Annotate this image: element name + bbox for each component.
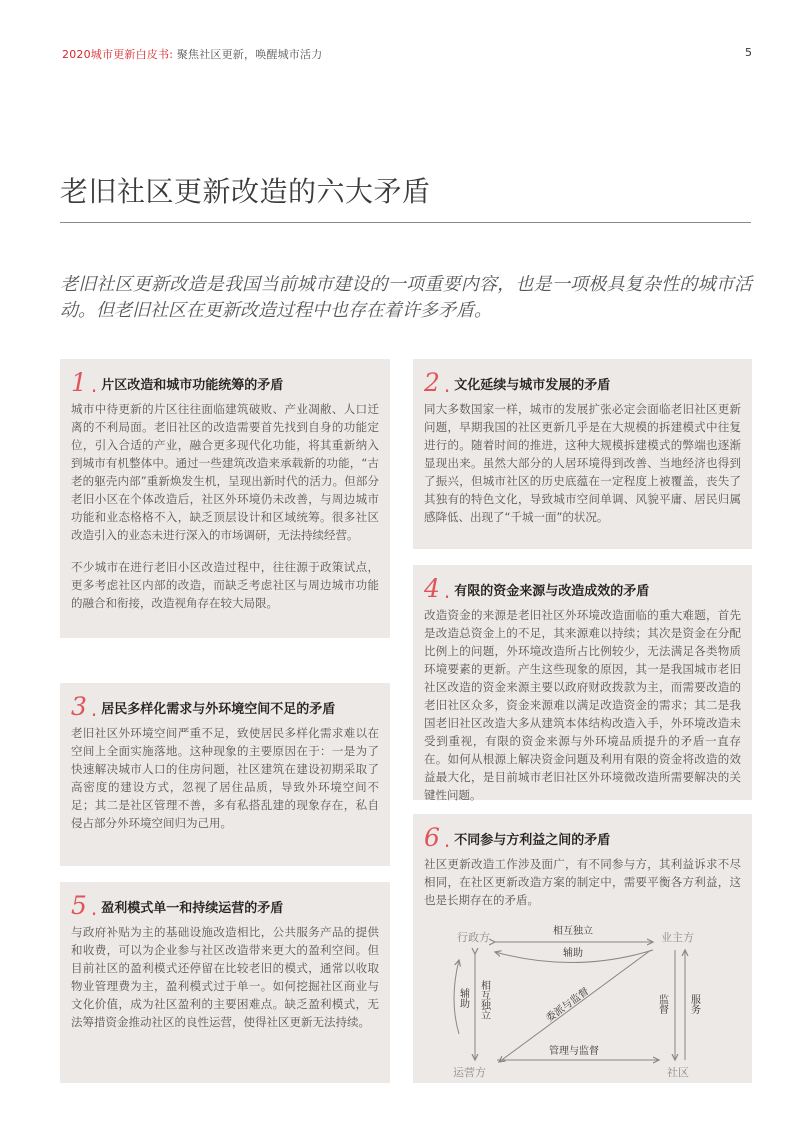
card-paragraph: 同大多数国家一样，城市的发展扩张必定会面临老旧社区更新问题，早期我国的社区更新几乎是在大规模的拆建模式中往复进行的。随着时间的推进，这种大规模拆建模式的弊端也逐渐显现出来。虽然大部分的人居环境得到改善、当地经济也得到了振兴，但城市社区的历史底蕴在一定程度上被覆盖，丧失了其独有的特色文化，导致城市空间单调、风貌平庸、居民归属感降低、出现了“千城一面”的状况。 (424, 402, 741, 524)
card-header (71, 891, 379, 920)
card-title: 有限的资金来源与改造成效的矛盾 (454, 584, 650, 599)
title-divider (60, 222, 751, 223)
card-header (424, 823, 741, 852)
contradiction-card-1 (60, 359, 390, 638)
contradiction-card-5 (60, 882, 390, 1083)
label-assist-top: 辅助 (563, 948, 583, 959)
label-assist-left: 辅助 (457, 988, 469, 1008)
card-header (71, 692, 379, 721)
card-header (71, 368, 379, 397)
card-title: 居民多样化需求与外环境空间不足的矛盾 (101, 702, 336, 717)
card-header (424, 574, 741, 603)
card-paragraph: 社区更新改造工作涉及面广，有不同参与方，其利益诉求不尽相同，在社区更新改造方案的制定中，需要平衡各方利益，这也是长期存在的矛盾。 (424, 857, 741, 907)
node-government: 行政方 (457, 931, 490, 944)
number-dot: . (443, 373, 451, 397)
intro-paragraph: 老旧社区更新改造是我国当前城市建设的一项重要内容，也是一项极具复杂性的城市活动。但老旧社区在更新改造过程中也存在着许多矛盾。 (60, 274, 752, 321)
card-number: 4 (424, 574, 440, 603)
header-brand: 2020城市更新白皮书 (62, 48, 170, 61)
card-title: 不同参与方利益之间的矛盾 (454, 833, 611, 848)
label-mutual-independence: 相互独立 (553, 926, 593, 937)
card-number: 6 (424, 823, 440, 852)
header-left (62, 46, 322, 62)
card-paragraph: 城市中待更新的片区往往面临建筑破败、产业凋敝、人口迁离的不利局面。老旧社区的改造需要首先找到自身的功能定位，引入合适的产业，融合更多现代化功能，将其重新纳入到城市有机整体中。通过一些建筑改造来承载新的功能，“古老的躯壳内部”重新焕发生机，呈现出新时代的活力。但部分老旧小区在个体改造后，社区外环境仍未改善，与周边城市功能和业态格格不入，缺乏顶层设计和区域统筹。很多社区改造引入的业态未进行深入的市场调研，无法持续经营。 (71, 402, 379, 542)
card-header (424, 368, 741, 397)
card-number: 3 (71, 692, 87, 721)
page-number: 5 (745, 46, 752, 59)
card-number: 2 (424, 368, 440, 397)
card-paragraph: 与政府补贴为主的基础设施改造相比，公共服务产品的提供和收费，可以为企业参与社区改造带来更大的盈利空间。但目前社区的盈利模式还停留在比较老旧的模式，通常以收取物业管理费为主，盈利模式过于单一。如何挖掘社区商业与文化价值，成为社区盈利的主要困难点。缺乏盈利模式，无法筹措资金推动社区的良性运营，使得社区更新无法持续。 (71, 925, 379, 1029)
node-owner: 业主方 (661, 931, 694, 944)
label-commission-supervise: 委派与监督 (544, 986, 592, 1025)
header-subtitle: 聚焦社区更新，唤醒城市活力 (176, 48, 323, 61)
contradiction-card-6 (413, 814, 752, 1083)
label-mutual-independence-vertical: 相互独立 (478, 980, 490, 1020)
card-number: 5 (71, 891, 87, 920)
label-manage-supervise: 管理与监督 (549, 1046, 599, 1057)
card-paragraph: 不少城市在进行老旧小区改造过程中，往往源于政策试点，更多考虑社区内部的改造，而缺乏考虑社区与周边城市功能的融合和衔接，改造视角存在较大局限。 (71, 560, 379, 610)
card-title: 片区改造和城市功能统筹的矛盾 (101, 378, 284, 393)
node-operator: 运营方 (453, 1066, 486, 1079)
card-number: 1 (71, 368, 87, 397)
contradiction-card-2 (413, 359, 752, 549)
number-dot: . (90, 373, 98, 397)
contradiction-card-4 (413, 565, 752, 800)
stakeholder-diagram (413, 922, 752, 1082)
contradiction-card-3 (60, 683, 390, 866)
number-dot: . (90, 697, 98, 721)
node-community: 社区 (667, 1066, 689, 1079)
page-title: 老旧社区更新改造的六大矛盾 (60, 175, 431, 208)
card-paragraph: 老旧社区外环境空间严重不足，致使居民多样化需求难以在空间上全面实施落地。这种现象的主要原因在于：一是为了快速解决城市人口的住房问题，社区建筑在建设初期采取了高密度的建设方式，忽视了居住品质，导致外环境空间不足；其二是社区管理不善，多有私搭乱建的现象存在，私自侵占部分外环境空间归为己用。 (71, 726, 379, 830)
number-dot: . (443, 579, 451, 603)
label-supervise: 监督 (656, 994, 668, 1014)
header-separator: : (169, 48, 174, 61)
number-dot: . (443, 828, 451, 852)
card-title: 盈利模式单一和持续运营的矛盾 (101, 901, 284, 916)
number-dot: . (90, 896, 98, 920)
card-title: 文化延续与城市发展的矛盾 (454, 378, 611, 393)
card-paragraph: 改造资金的来源是老旧社区外环境改造面临的重大难题，首先是改造总资金上的不足，其来源难以持续；其次是资金在分配比例上的问题，外环境改造所占比例较少，无法满足各类物质环境要素的更新。产生这些现象的原因，其一是我国城市老旧社区改造的资金来源主要以政府财政拨款为主，而需要改造的老旧社区众多，资金来源难以满足改造资金的需求；其二是我国老旧社区改造大多从建筑本体结构改造入手，外环境改造未受到重视，有限的资金来源与外环境品质提升的矛盾一直存在。如何从根源上解决资金问题及利用有限的资金将改造的效益最大化，是目前城市老旧社区外环境微改造所需要解决的关键性问题。 (424, 608, 741, 802)
label-service: 服务 (688, 994, 700, 1014)
